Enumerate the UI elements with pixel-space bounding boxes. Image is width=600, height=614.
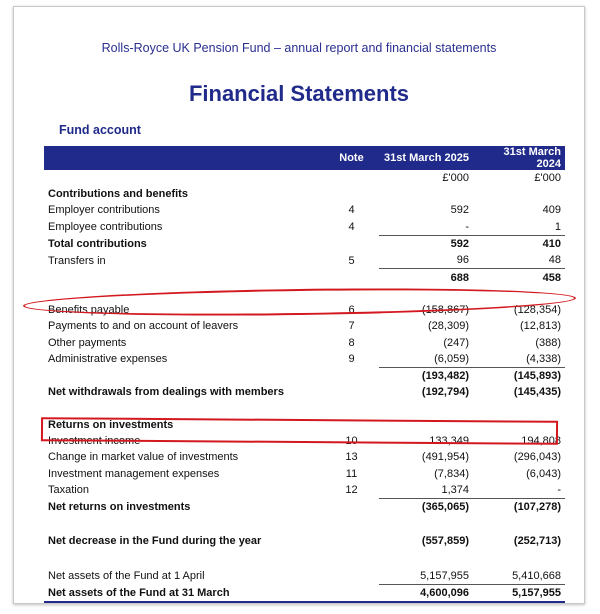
- row-label: Total contributions: [48, 237, 147, 250]
- row-value-2024: 410: [473, 235, 565, 252]
- table-row-contributions-heading: [44, 186, 565, 202]
- table-row-net-assets-1-april: [44, 568, 565, 585]
- row-value-2024: 1: [554, 220, 561, 233]
- column-header-2024: 31st March 2024: [473, 146, 565, 170]
- row-note: 4: [348, 204, 355, 217]
- report-subtitle: Rolls-Royce UK Pension Fund – annual report and financial statements: [101, 41, 497, 55]
- row-value-2024: -: [557, 483, 561, 496]
- row-value-2024: (4,338): [526, 352, 561, 365]
- highlight-box-investment-income: [41, 417, 558, 445]
- row-label: Net withdrawals from dealings with members: [48, 386, 284, 399]
- row-value-2025: (193,482): [379, 367, 473, 384]
- table-row-net-withdrawals: [44, 384, 565, 400]
- table-row-investment-management-expenses: [44, 465, 565, 481]
- row-note: 5: [348, 254, 355, 267]
- row-note: 13: [345, 451, 358, 464]
- table-row-other-payments: [44, 334, 565, 350]
- row-label: Benefits payable: [48, 303, 130, 316]
- row-label: Taxation: [48, 484, 89, 497]
- table-row-net-decrease: [44, 533, 565, 549]
- row-note: 6: [348, 303, 355, 316]
- row-value-2025: (28,309): [428, 320, 469, 333]
- row-label: Net assets of the Fund at 1 April: [48, 570, 205, 583]
- row-label: Investment income: [48, 435, 141, 447]
- table-row-net-assets-31-march: [44, 584, 565, 602]
- units-2025: £'000: [442, 172, 469, 184]
- row-value-2024: (6,043): [526, 467, 561, 480]
- table-row-transfers-in: [44, 252, 565, 269]
- column-header-2025: 31st March 2025: [379, 146, 473, 170]
- column-header-note: Note: [324, 146, 379, 170]
- row-value-2024: 5,157,955: [473, 584, 565, 602]
- row-value-2025: 592: [450, 204, 469, 217]
- row-value-2024: (107,278): [473, 499, 565, 516]
- row-label: Employee contributions: [48, 220, 163, 233]
- row-label: Returns on investments: [48, 418, 174, 431]
- table-header-row: [44, 146, 565, 170]
- page-title: Financial Statements: [188, 81, 410, 106]
- row-value-2024: (252,713): [513, 535, 561, 548]
- table-row-administrative-expenses: [44, 351, 565, 368]
- table-row-employer-contributions: [44, 202, 565, 218]
- row-value-2025: (7,834): [434, 467, 469, 480]
- table-row-taxation: [44, 482, 565, 499]
- row-value-2025: (557,859): [421, 535, 469, 548]
- row-note: 11: [345, 467, 358, 480]
- row-value-2025: (192,794): [421, 386, 469, 399]
- row-value-2025: 133,349: [429, 435, 469, 447]
- row-value-2024: (145,893): [473, 367, 565, 384]
- row-label: Net decrease in the Fund during the year: [48, 535, 262, 548]
- row-value-2024: 48: [548, 254, 561, 267]
- row-value-2024: 5,410,668: [512, 569, 561, 582]
- units-2024: £'000: [534, 172, 561, 184]
- row-value-2025: (6,059): [434, 352, 469, 365]
- table-row-subtotal-inflows: [44, 269, 565, 286]
- row-value-2024: (12,813): [520, 320, 561, 333]
- row-label: Transfers in: [48, 254, 106, 267]
- table-row-payments-to-leavers: [44, 318, 565, 334]
- row-note: 9: [348, 353, 355, 366]
- row-value-2025: (491,954): [421, 451, 469, 464]
- table-row-employee-contributions: [44, 219, 565, 236]
- row-value-2025: 96: [456, 254, 469, 267]
- row-note: 7: [348, 320, 355, 333]
- row-note: 4: [348, 220, 355, 233]
- row-label: Other payments: [48, 336, 127, 349]
- row-label: Investment management expenses: [48, 467, 220, 480]
- row-value-2025: 1,374: [441, 483, 469, 496]
- row-value-2024: 409: [542, 204, 561, 217]
- column-header-label: [44, 146, 324, 170]
- row-value-2024: 194,808: [521, 435, 561, 447]
- row-value-2025: 5,157,955: [420, 569, 469, 582]
- row-value-2024: (388): [535, 336, 561, 349]
- row-label: Employer contributions: [48, 204, 160, 217]
- units-row: [44, 170, 565, 186]
- row-label: Payments to and on account of leavers: [48, 320, 239, 333]
- row-value-2024: (128,354): [513, 303, 561, 316]
- row-label: Net returns on investments: [48, 500, 191, 513]
- fund-account-table: [44, 146, 565, 603]
- row-note: 10: [345, 435, 358, 447]
- table-row-net-returns: [44, 499, 565, 516]
- row-value-2025: 4,600,096: [379, 584, 473, 602]
- row-label: Contributions and benefits: [48, 188, 188, 201]
- table-row-subtotal-outflows: [44, 367, 565, 384]
- row-value-2024: (296,043): [513, 451, 561, 464]
- row-label: Change in market value of investments: [48, 451, 239, 464]
- row-value-2025: (365,065): [379, 499, 473, 516]
- section-title: Fund account: [59, 123, 141, 137]
- row-value-2025: (158,867): [421, 303, 469, 316]
- row-value-2025: 592: [379, 235, 473, 252]
- row-value-2025: 688: [379, 269, 473, 286]
- table-row-total-contributions: [44, 235, 565, 252]
- row-label: Administrative expenses: [48, 353, 168, 366]
- row-note: 8: [348, 336, 355, 349]
- row-value-2024: 458: [473, 269, 565, 286]
- row-note: 12: [345, 484, 358, 497]
- table-row-change-in-market-value: [44, 449, 565, 465]
- row-value-2024: (145,435): [513, 386, 561, 399]
- row-value-2025: (247): [443, 336, 469, 349]
- row-label: Net assets of the Fund at 31 March: [44, 584, 324, 602]
- fund-account-table-wrapper: [44, 146, 565, 603]
- row-value-2025: -: [465, 220, 469, 233]
